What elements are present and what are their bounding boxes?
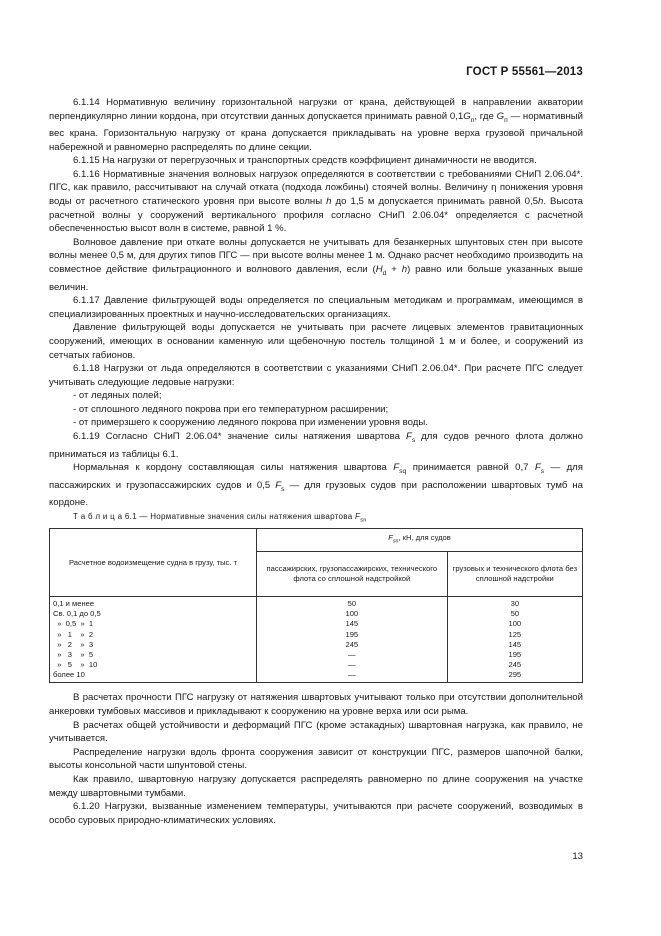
table-cell: — [348,649,356,659]
paragraph: 6.1.20 Нагрузки, вызванные изменением температуры, учитываются при расчете сооружений, возводимых в особо суровых природно-климатических условиях. [49,801,583,826]
paragraph: 6.1.19 Согласно СНиП 2.06.04* значение силы натяжения швартова $F_s$ для судов речного флота должно приниматься из таблицы 6.1. [49,431,583,460]
table-cell: » 3 » 5 [53,649,94,659]
table-column-cargo [447,596,582,683]
table-header-displacement: Расчетное водоизмещение судна в грузу, тыс. т [50,528,257,596]
paragraphs-after-table [49,691,583,827]
table-header-cargo: грузовых и технического флота без сплошной надстройки [447,551,582,596]
table-cell: 295 [508,670,522,680]
table-column-passenger [257,596,448,683]
paragraph: - от сплошного ледяного покрова при его температурном расширении; [73,403,389,415]
paragraph: В расчетах общей устойчивости и деформаций ПГС (кроме эстакадных) швартовная нагрузка, как правило, не учитывается. [49,719,583,745]
table-cell: 50 [510,609,520,619]
paragraph: Давление фильтрующей воды допускается не учитывать при расчете лицевых элементов гравитационных сооружений, имеющих в основании каменную или щебеночную постель толщиной 1 м и более, и сооружений из сетчатых габионов. [49,322,583,361]
paragraph: Как правило, швартовную нагрузку допускается распределять равномерно по длине сооружения на участке между швартовными тумбами. [49,774,583,799]
table-cell: 245 [345,639,359,649]
document-body [49,96,583,827]
table-cell: 145 [508,639,522,649]
table-cell: » 0,5 » 1 [53,619,94,629]
paragraph: Нормальная к кордону составляющая силы натяжения швартова $F_{sq}$ принимается равной 0,7 $F_s$ — для пассажирских и грузопассажирских судов и 0,5 $F_s$ — для грузовых судов при расположении швартовых тумб на кордоне. [49,462,583,509]
paragraph: В расчетах прочности ПГС нагрузку от натяжения швартовых учитывают только при отсутствии дополнительной анкеровки тумбовых массивов и прикладывают к сооружению на уровне верха или оси рыма. [49,692,583,718]
table-cell: 100 [508,619,522,629]
paragraph: - от ледяных полей; [73,390,162,402]
table-cell: 100 [345,609,359,619]
paragraphs-before-table [49,96,583,510]
table-caption: Т а б л и ц а 6.1 — Нормативные значения силы натяжения швартова $F_{sn}$ [73,511,367,524]
table-cell: 245 [508,660,522,670]
paragraph: 6.1.16 Нормативные значения волновых нагрузок определяются в соответствии с требованиями СНиП 2.06.04*. ПГС, как правило, рассчитывают на случай отката (подхода ложбины) стоячей волны. Величину η понижения уровня воды от расчетного статического уровня при высоте волны h до 1,5 м допускается принимать равной 0,5h. Высота расчетной волны у сооружений вертикального профиля согласно СНиП 2.06.04* определяется с расчетной обеспеченностью высот волн в системе, равной 1 %. [49,168,583,235]
paragraph: Распределение нагрузки вдоль фронта сооружения зависит от конструкции ПГС, размеров шапочной балки, высоты консольной части шпунтовой стены. [49,746,583,772]
table-cell: 195 [508,649,522,659]
table-cell: » 2 » 3 [53,639,94,649]
document-header: ГОСТ Р 55561—2013 [466,66,583,78]
paragraph: 6.1.18 Нагрузки от льда определяются в соответствии с указаниями СНиП 2.06.04*. При расчете ПГС следует учитывать следующие ледовые нагрузки: [49,363,583,388]
mooring-force-table [49,528,583,684]
table-cell: 0,1 и менее [53,598,95,608]
table-header-passenger: пассажирских, грузопассажирских, технического флота со сплошной надстройкой [257,551,448,596]
table-column-displacement [50,596,257,683]
paragraph: 6.1.17 Давление фильтрующей воды определяется по специальным методикам и программам, имеющимся в специализированных проектных и научно-исследовательских организациях. [49,295,583,320]
table-cell: » 1 » 2 [53,629,94,639]
table-cell: 195 [345,629,359,639]
table-cell: — [348,670,356,680]
table-cell: 145 [345,619,359,629]
table-cell: более 10 [53,670,85,680]
paragraph: 6.1.14 Нормативную величину горизонтальной нагрузки от крана, действующей в направлении акватории перпендикулярно линии кордона, при отсутствии данных допускается принимать равной $0,1G_п$, где $G_п$ — нормативный вес крана. Горизонтальную нагрузку от крана допускается прикладывать на уровне верха грузовой причальной набережной и равномерно распределять по длине секции. [49,97,583,153]
paragraph: - от примерзшего к сооружению ледяного покрова при изменении уровня воды. [73,417,428,429]
table-cell: 50 [347,598,357,608]
table-cell: Св. 0,1 до 0,5 [53,609,101,619]
table-cell: — [348,660,356,670]
table-cell: 125 [508,629,522,639]
table-cell: 30 [510,598,520,608]
page-number: 13 [572,851,583,862]
paragraph: Волновое давление при откате волны допускается не учитывать для безанкерных шпунтовых стен при высоте волны менее 0,5 м, для других типов ПГС — при высоте волны менее 1 м. Однако расчет необходимо производить на совместное действие фильтрационного и волнового давления, если $(H_d + h)$ равно или больше указанных выше величин. [49,236,584,293]
paragraph: 6.1.15 На нагрузки от перегрузочных и транспортных средств коэффициент динамичности не вводится. [73,155,537,167]
table-cell: » 5 » 10 [53,660,98,670]
table-header-force-group: $F_{sn}$, кН, для судов [257,528,583,551]
